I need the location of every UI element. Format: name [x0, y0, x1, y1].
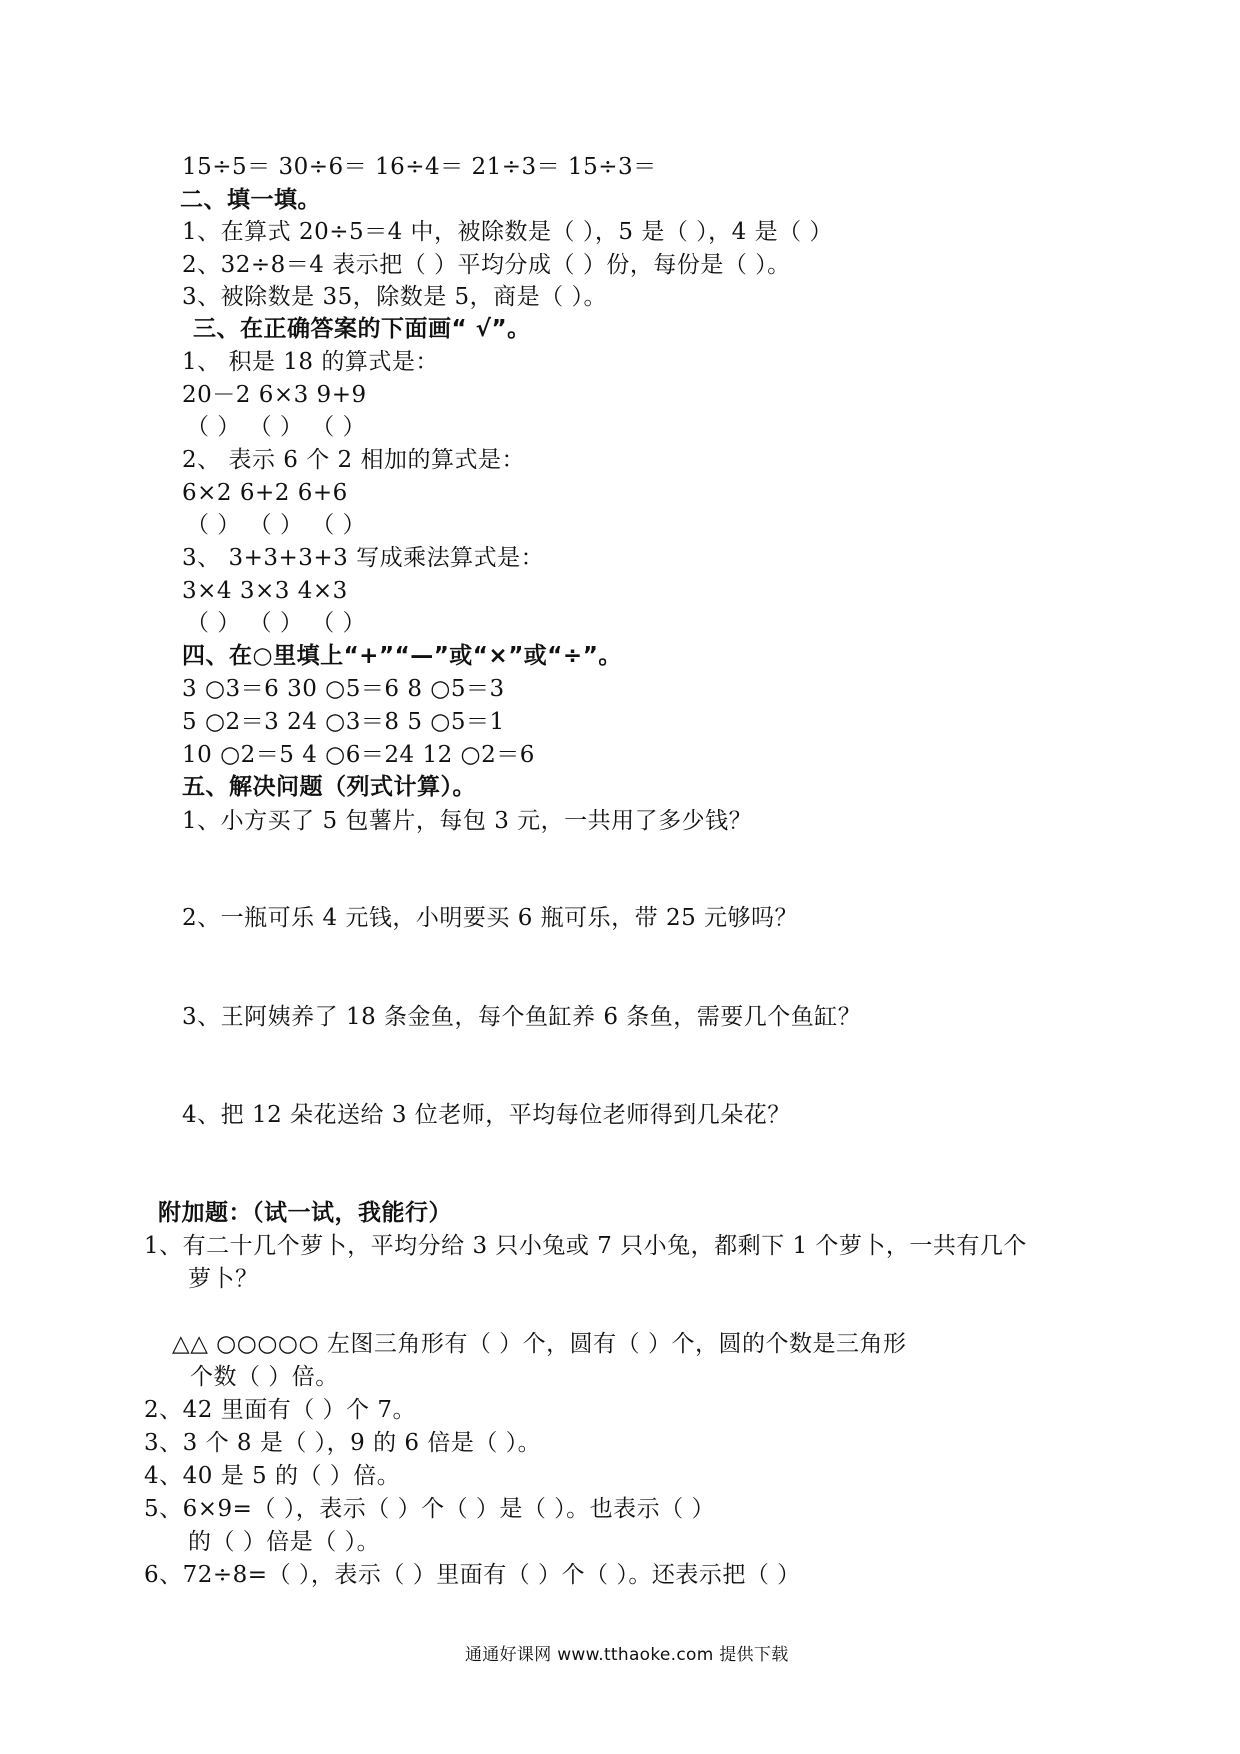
section3-q3-options: 3×4 3×3 4×3 — [182, 578, 348, 604]
division-calc-line: 15÷5＝ 30÷6＝ 16÷4＝ 21÷3＝ 15÷3＝ — [182, 154, 657, 180]
bonus-shapes-line2: 个数（ ）倍。 — [190, 1364, 339, 1390]
bonus-q1-line2: 萝卜？ — [188, 1266, 259, 1292]
bonus-q5-line1: 5、6×9=（ ），表示（ ）个（ ）是（ ）。也表示（ ） — [144, 1496, 715, 1522]
section5-title: 五、解决问题（列式计算）。 — [182, 774, 476, 800]
section3-q2-blanks: （ ） （ ） （ ） — [186, 512, 367, 538]
bonus-q2: 2、42 里面有（ ）个 7。 — [144, 1397, 416, 1423]
bonus-q3: 3、3 个 8 是（ ），9 的 6 倍是（ ）。 — [144, 1430, 542, 1456]
footer-credit: 通通好课网 www.tthaoke.com 提供下载 — [465, 1645, 789, 1665]
section4-row-3: 10 ○2＝5 4 ○6＝24 12 ○2＝6 — [182, 742, 535, 768]
bonus-q4: 4、40 是 5 的（ ）倍。 — [144, 1463, 401, 1489]
section3-q1-blanks: （ ） （ ） （ ） — [186, 414, 367, 440]
section3-q3-prompt: 3、 3+3+3+3 写成乘法算式是： — [182, 545, 545, 571]
section3-q1-options: 20－2 6×3 9+9 — [182, 382, 367, 408]
section3-q2-prompt: 2、 表示 6 个 2 相加的算式是： — [182, 447, 525, 473]
bonus-q5-line2: 的（ ）倍是（ ）。 — [188, 1529, 381, 1555]
section2-title: 二、填一填。 — [180, 187, 321, 213]
section4-row-1: 3 ○3＝6 30 ○5＝6 8 ○5＝3 — [182, 676, 505, 702]
section3-q2-options: 6×2 6+2 6+6 — [182, 480, 348, 506]
bonus-q6: 6、72÷8=（ ），表示（ ）里面有（ ）个（ ）。还表示把（ ） — [144, 1562, 801, 1588]
section3-q1-prompt: 1、 积是 18 的算式是： — [182, 349, 439, 375]
section5-problem-1: 1、小方买了 5 包薯片，每包 3 元，一共用了多少钱？ — [182, 808, 753, 834]
section4-row-2: 5 ○2＝3 24 ○3＝8 5 ○5＝1 — [182, 709, 505, 735]
section5-problem-3: 3、王阿姨养了 18 条金鱼，每个鱼缸养 6 条鱼，需要几个鱼缸？ — [182, 1004, 862, 1030]
section2-item-1: 1、在算式 20÷5＝4 中，被除数是（ ），5 是（ ），4 是（ ） — [182, 219, 833, 245]
bonus-shapes-line1: △△ ○○○○○ 左图三角形有（ ）个，圆有（ ）个，圆的个数是三角形 — [172, 1331, 907, 1357]
section2-item-2: 2、32÷8＝4 表示把（ ）平均分成（ ）份，每份是（ ）。 — [182, 252, 791, 278]
section3-title: 三、在正确答案的下面画“ √”。 — [193, 316, 531, 342]
section5-problem-2: 2、一瓶可乐 4 元钱，小明要买 6 瓶可乐，带 25 元够吗？ — [182, 905, 799, 931]
section2-item-3: 3、被除数是 35，除数是 5，商是（ ）。 — [182, 284, 607, 310]
section4-title: 四、在○里填上“+”“—”或“×”或“÷”。 — [182, 643, 622, 669]
section5-problem-4: 4、把 12 朵花送给 3 位老师，平均每位老师得到几朵花？ — [182, 1102, 791, 1128]
bonus-title: 附加题：（试一试，我能行） — [158, 1200, 452, 1226]
bonus-q1-line1: 1、有二十几个萝卜，平均分给 3 只小兔或 7 只小兔，都剩下 1 个萝卜，一共有几个 — [144, 1233, 1027, 1259]
section3-q3-blanks: （ ） （ ） （ ） — [186, 610, 367, 636]
